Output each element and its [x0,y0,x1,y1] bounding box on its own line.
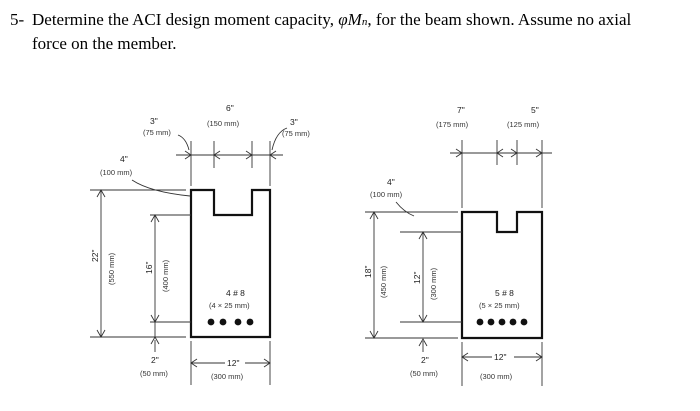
right-rebar-2 [488,319,495,326]
right-beam-diagram [363,105,552,386]
phi-symbol: φ [338,10,348,29]
left-total-height-mm: (550 mm) [107,252,116,285]
right-width-in: 12" [494,352,507,362]
left-web-height-mm: (400 mm) [161,259,170,292]
right-total-height-mm: (450 mm) [379,265,388,298]
problem-line-2: force on the member. [32,34,177,53]
left-bars-mm: (4 × 25 mm) [209,301,250,310]
right-top-left-in: 7" [457,105,465,115]
moment-subscript: n [361,16,368,28]
left-total-height-in: 22" [90,249,100,262]
left-cover-mm: (50 mm) [140,369,168,378]
left-rebar-4 [247,319,254,326]
right-flange-depth-in: 4" [387,177,395,187]
left-top-mid-in: 6" [226,103,234,113]
right-top-right-in: 5" [531,105,539,115]
left-width-mm: (300 mm) [211,372,244,381]
left-rebar-1 [208,319,215,326]
left-top-right-mm: (75 mm) [282,129,310,138]
right-bars-label: 5 # 8 [495,288,514,298]
left-beam-diagram [90,103,310,385]
right-rebar-5 [521,319,528,326]
right-width-mm: (300 mm) [480,372,513,381]
right-cover-in: 2" [421,355,429,365]
left-flange-depth-mm: (100 mm) [100,168,133,177]
left-cover-in: 2" [151,355,159,365]
left-rebar-2 [220,319,227,326]
right-web-height-in: 12" [412,271,422,284]
left-top-right-in: 3" [290,117,298,127]
left-beam-outline [191,190,270,337]
right-rebar-4 [510,319,517,326]
right-flange-depth-mm: (100 mm) [370,190,403,199]
right-bars-mm: (5 × 25 mm) [479,301,520,310]
right-web-height-mm: (300 mm) [429,267,438,300]
left-web-height-in: 16" [144,261,154,274]
right-top-right-mm: (125 mm) [507,120,540,129]
problem-text-pre: Determine the ACI design moment capacity, [32,10,339,29]
right-rebar-1 [477,319,484,326]
problem-number: 5- [10,10,25,29]
left-top-left-in: 3" [150,116,158,126]
left-width-in: 12" [227,358,240,368]
left-flange-depth-in: 4" [120,154,128,164]
right-total-height-in: 18" [363,265,373,278]
right-rebar-3 [499,319,506,326]
left-top-mid-mm: (150 mm) [207,119,240,128]
left-top-left-mm: (75 mm) [143,128,171,137]
right-cover-mm: (50 mm) [410,369,438,378]
right-top-left-mm: (175 mm) [436,120,469,129]
left-rebar-3 [235,319,242,326]
moment-symbol: M [347,10,362,29]
left-bars-label: 4 # 8 [226,288,245,298]
problem-text-post: , for the beam shown. Assume no axial [367,10,632,29]
